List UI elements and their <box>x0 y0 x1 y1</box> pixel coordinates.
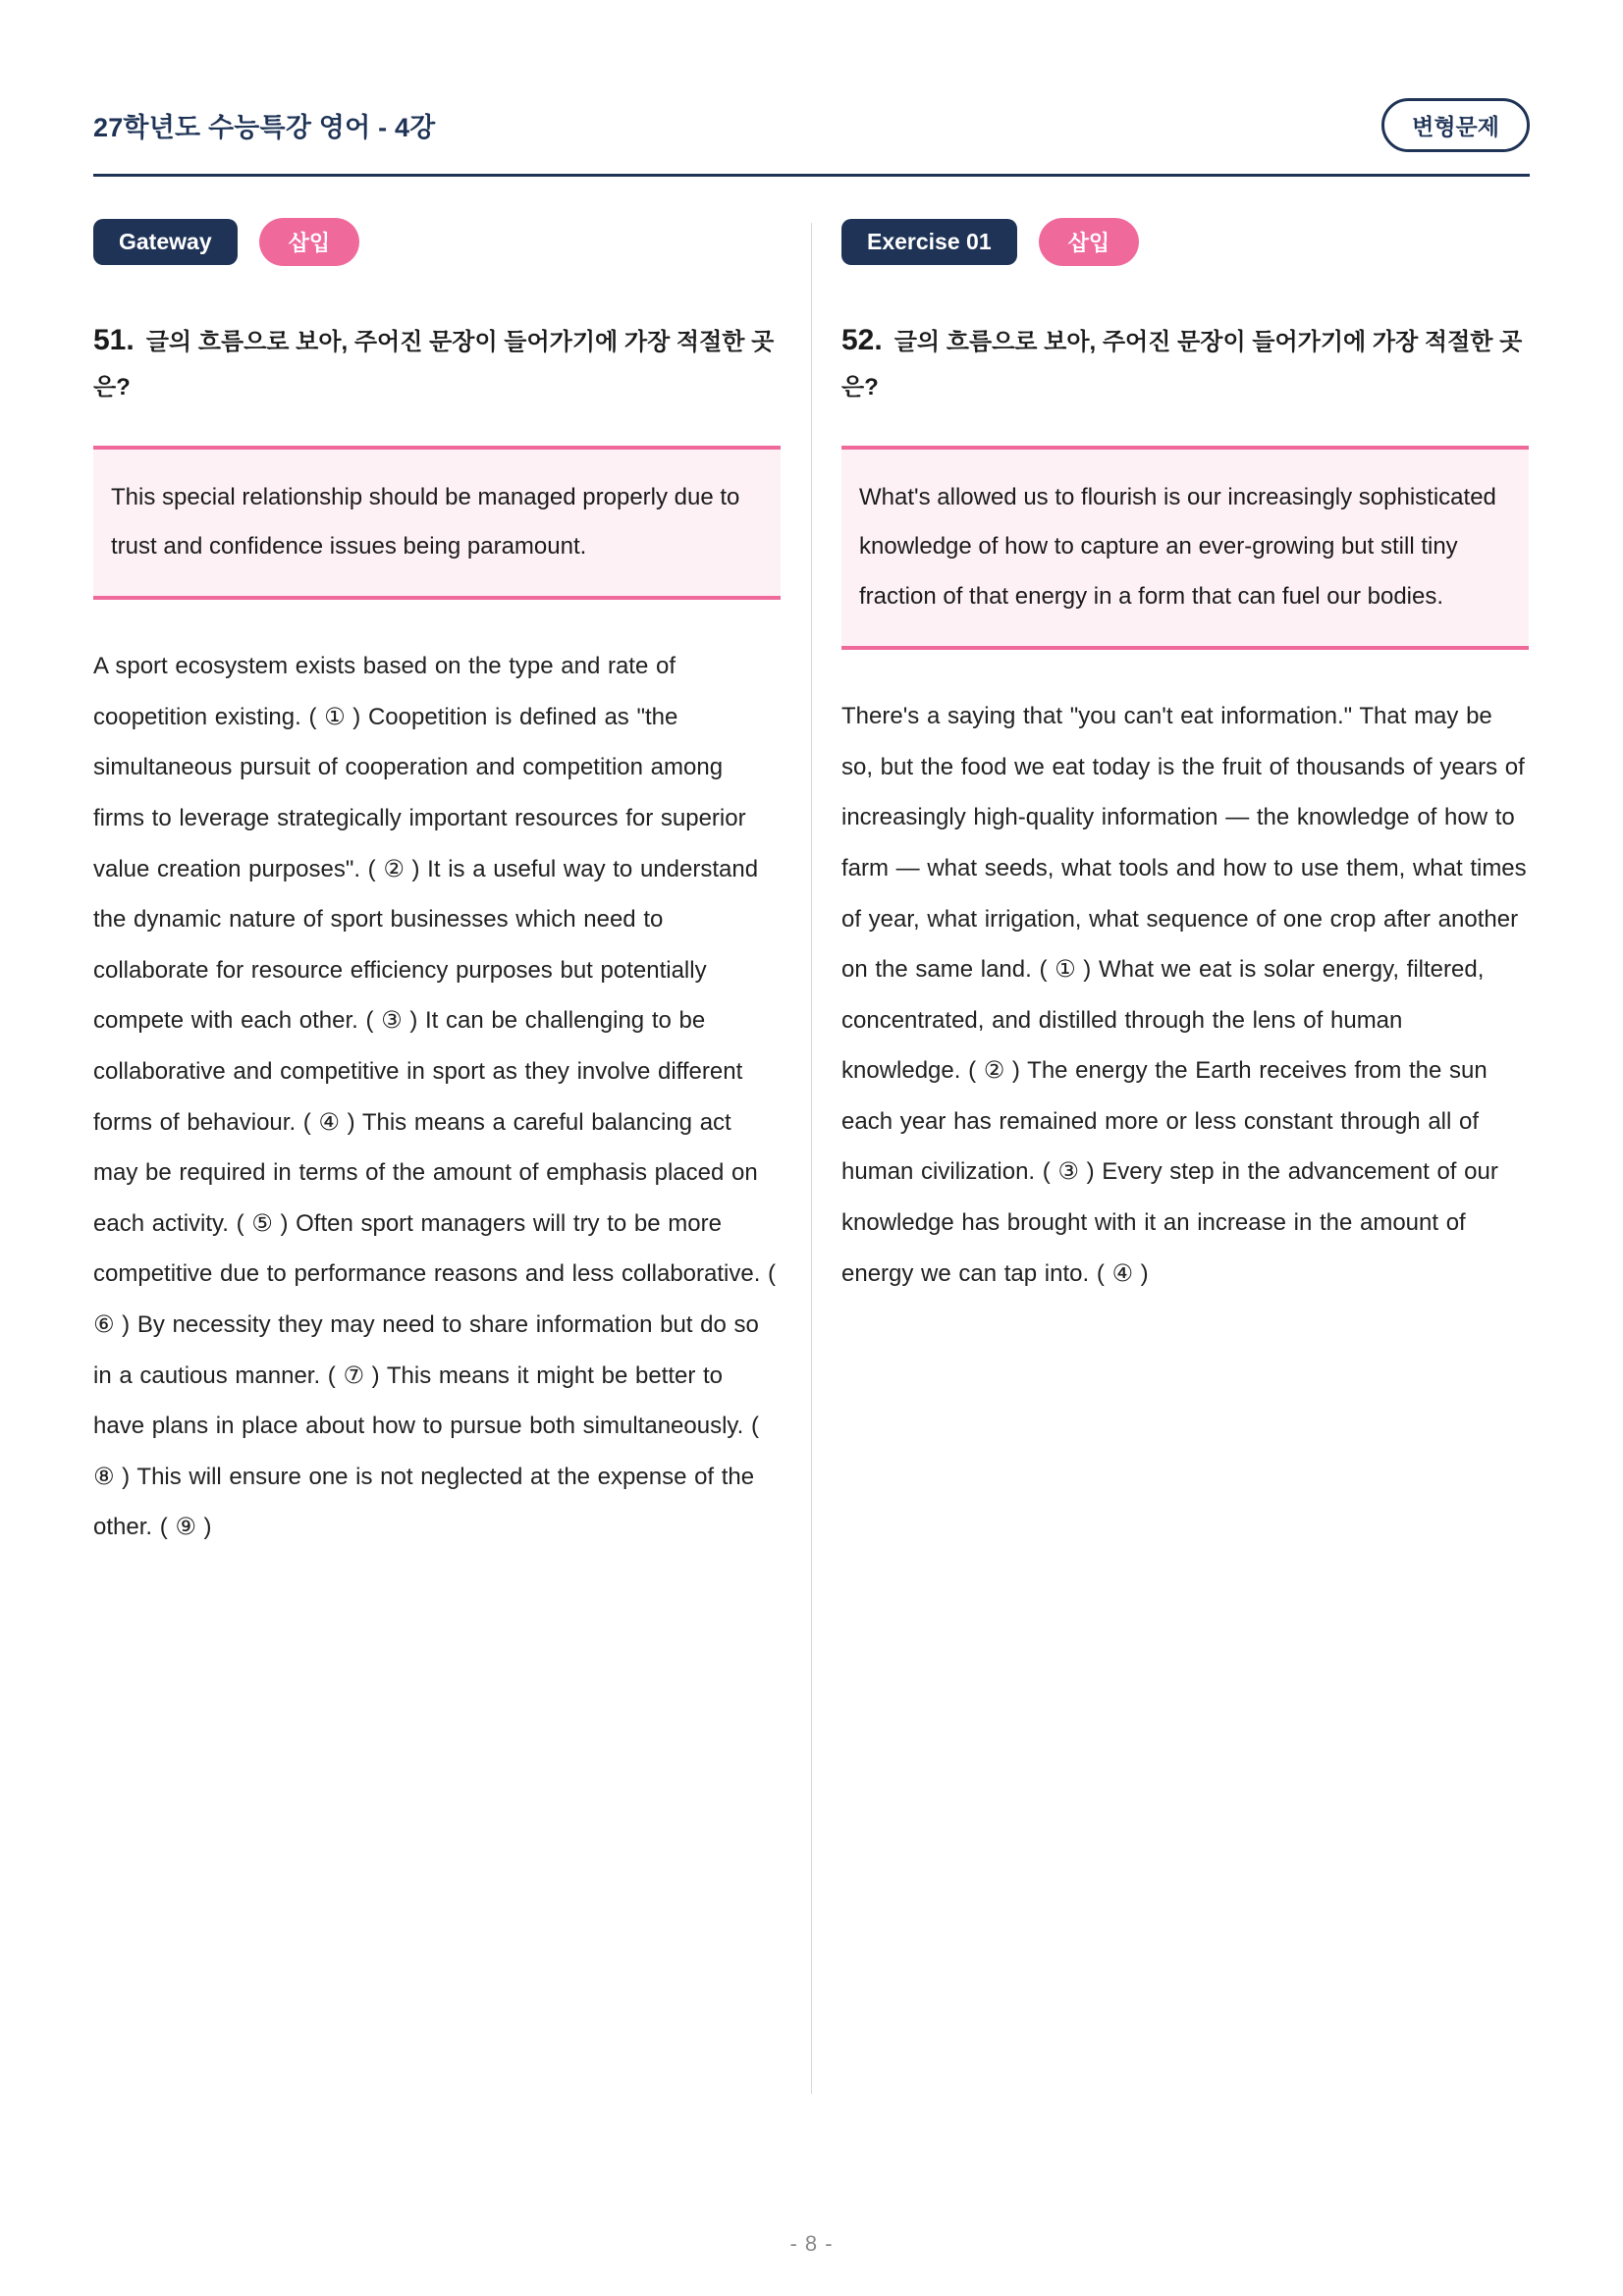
question-52-column <box>841 218 1529 2172</box>
question-52-title <box>841 315 1529 408</box>
question-52-passage: There's a saying that "you can't eat information." That may be so, but the food we eat today is the fruit of thousands of years of increasingly high-quality information — the knowledge of how to farm — what seeds, what tools and how to use them, what times of year, what irrigation, what sequence of one crop after another on the same land. ( ① ) What we eat is solar energy, filtered, concentrated, and distilled through the lens of human knowledge. ( ② ) The energy the Earth receives from the sun each year has remained more or less constant through all of human civilization. ( ③ ) Every step in the advancement of our knowledge has brought with it an increase in the amount of energy we can tap into. ( ④ ) <box>841 703 1527 1287</box>
header-divider-line <box>93 174 1530 177</box>
document-title: 27학년도 수능특강 영어 - 4강 <box>93 113 436 142</box>
column-divider-line <box>811 223 812 2094</box>
insertion-type-tag-right: 삽입 <box>1039 218 1140 266</box>
insertion-type-tag-left: 삽입 <box>259 218 360 266</box>
page-footer <box>93 2172 1530 2257</box>
question-51-tags <box>93 218 781 266</box>
question-51-passage: A sport ecosystem exists based on the type and rate of coopetition existing. ( ① ) Coopetition is defined as "the simultaneous pursuit of cooperation and competition among firms to leverage strategically important resources for superior value creation purposes". ( ② ) It is a useful way to understand the dynamic nature of sport businesses which need to collaborate for resource efficiency purposes but potentially compete with each other. ( ③ ) It can be challenging to be collaborative and competitive in sport as they involve different forms of behaviour. ( ④ ) This means a careful balancing act may be required in terms of the amount of emphasis placed on each activity. ( ⑤ ) Often sport managers will try to be more competitive due to performance reasons and less collaborative. ( ⑥ ) By necessity they may need to share information but do so in a cautious manner. ( ⑦ ) This means it might be better to have plans in place about how to pursue both simultaneously. ( ⑧ ) This will ensure one is not neglected at the expense of the other. ( ⑨ ) <box>93 653 777 1541</box>
question-51-given-sentence-box <box>93 446 781 601</box>
question-52-tags <box>841 218 1529 266</box>
question-51-given-sentence: This special relationship should be managed properly due to trust and confidence issues being paramount. <box>111 483 740 561</box>
question-51-column <box>93 218 781 2172</box>
question-52-number: 52. <box>841 324 883 356</box>
question-52-prompt: 글의 흐름으로 보아, 주어진 문장이 들어가기에 가장 적절한 곳은? <box>841 329 1523 400</box>
page-header <box>93 98 1530 177</box>
two-column-body <box>93 218 1530 2172</box>
gateway-tag: Gateway <box>93 219 238 265</box>
question-51-title <box>93 315 781 408</box>
exercise-01-tag: Exercise 01 <box>841 219 1017 265</box>
variant-problem-badge: 변형문제 <box>1381 98 1530 152</box>
question-51-number: 51. <box>93 324 135 356</box>
question-51-prompt: 글의 흐름으로 보아, 주어진 문장이 들어가기에 가장 적절한 곳은? <box>93 329 775 400</box>
question-52-given-sentence-box <box>841 446 1529 651</box>
page-number: - 8 - <box>789 2231 834 2256</box>
question-52-given-sentence: What's allowed us to flourish is our increasingly sophisticated knowledge of how to capture an ever-growing but still tiny fraction of that energy in a form that can fuel our bodies. <box>859 483 1496 611</box>
